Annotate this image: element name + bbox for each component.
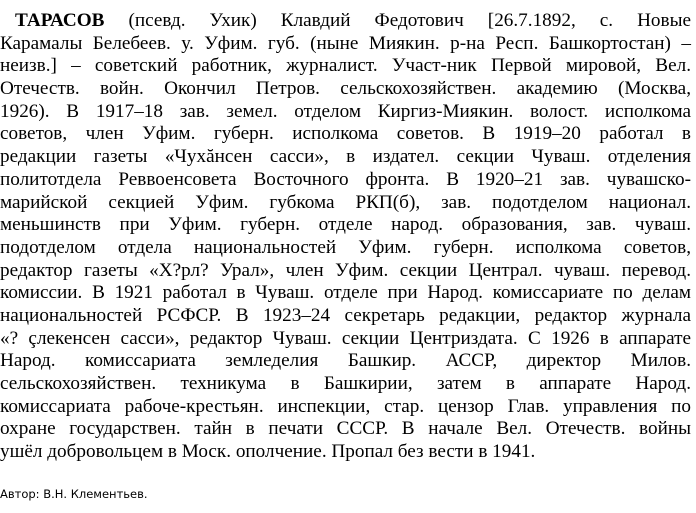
entry-line-13: комиссии. В 1921 работал в Чуваш. отделе при Народ. комиссариате по делам [0,282,691,304]
entry-line-4: Отечеств. войн. Окончил Петров. сельскохозяйствен. академию (Москва, [0,78,691,100]
entry-line-15: «? çлекенсен сасси», редактор Чуваш. секции Центриздата. С 1926 в аппарате [0,327,691,349]
entry-line-1-text: (псевд. Ухик) Клавдий Федотович [26.7.1892, с. Новые [104,10,691,31]
entry-line-8: политотдела Реввоенсовета Восточного фронта. В 1920–21 зав. чувашско- [0,168,691,190]
entry-line-18: комиссариата рабоче-крестьян. инспекции, стар. цензор Глав. управления по [0,395,691,417]
entry-line-3: неизв.] – советский работник, журналист. Участ-ник Первой мировой, Вел. [0,55,691,77]
entry-line-20: ушёл добровольцем в Моск. ополчение. Пропал без вести в 1941. [0,441,536,463]
entry-line-10: меньшинств при Уфим. губерн. отделе народ. образования, зав. чуваш. [0,214,691,236]
entry-line-9: марийской секцией Уфим. губкома РКП(б), зав. подотделом национал. [0,191,691,213]
entry-line-11: подотделом отдела национальностей Уфим. губерн. исполкома советов, [0,236,691,258]
encyclopedia-entry [0,10,691,490]
entry-line-19: охране государствен. тайн в печати СССР. В начале Вел. Отечеств. войны [0,418,691,440]
entry-line-2: Карамалы Белебеев. у. Уфим. губ. (ныне Миякин. р-на Респ. Башкортостан) – [0,32,691,54]
entry-line-6: советов, член Уфим. губерн. исполкома советов. В 1919–20 работал в [0,123,691,145]
headword: ТАРАСОВ [15,10,105,31]
entry-line-16: Народ. комиссариата земледелия Башкир. АССР, директор Милов. [0,350,691,372]
entry-line-14: национальностей РСФСР. В 1923–24 секретарь редакции, редактор журнала [0,304,691,326]
entry-line-1 [0,10,691,33]
author-credit: Автор: В.Н. Клементьев. [0,487,148,501]
entry-line-12: редактор газеты «Х?рл? Урал», член Уфим. секции Централ. чуваш. перевод. [0,259,691,281]
entry-line-5: 1926). В 1917–18 зав. земел. отделом Киргиз-Миякин. волост. исполкома [0,100,691,122]
entry-line-17: сельскохозяйствен. техникума в Башкирии, затем в аппарате Народ. [0,373,691,394]
entry-line-7: редакции газеты «Чухăнсен сасси», в издател. секции Чуваш. отделения [0,146,691,168]
